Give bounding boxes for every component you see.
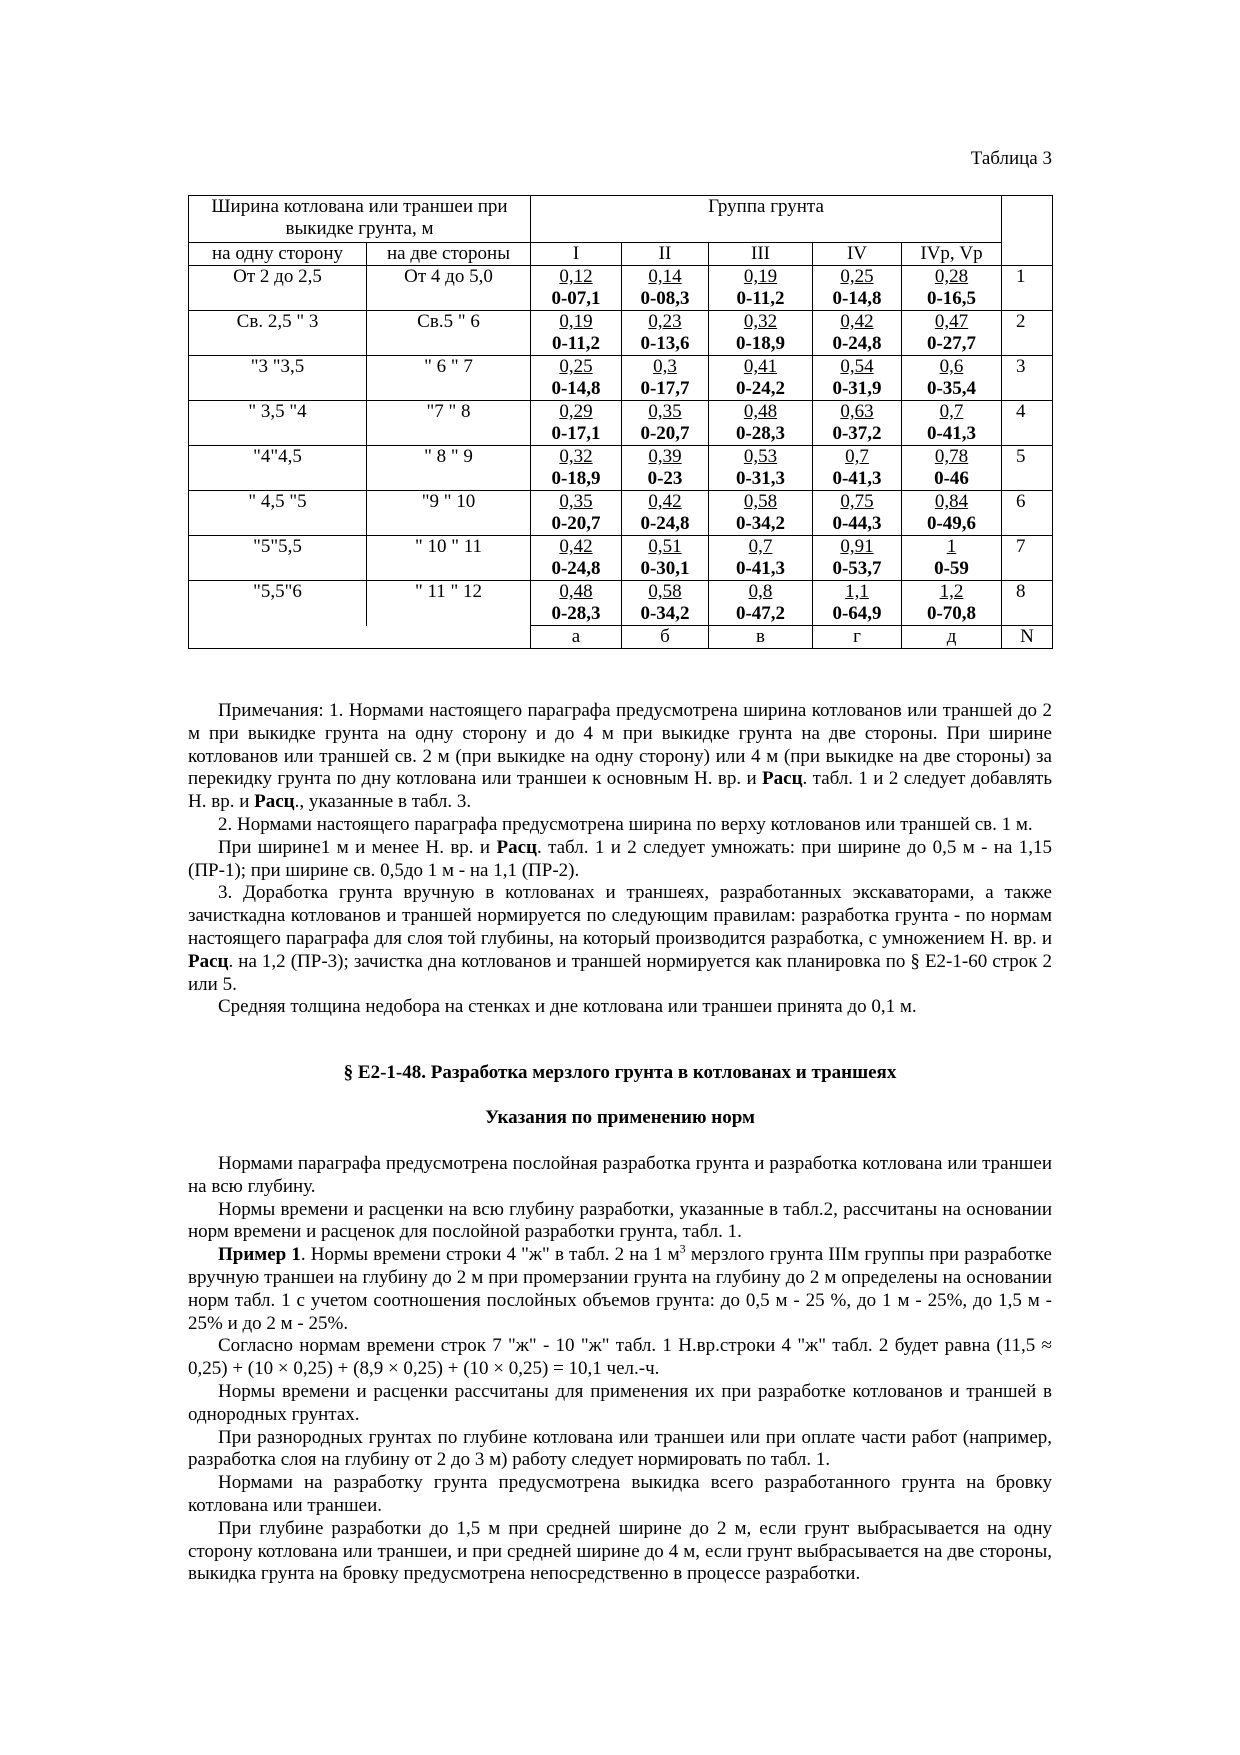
time-norm: 0,7 — [748, 536, 773, 557]
rate-value: 0-24,2 — [735, 378, 786, 399]
width-one-side: "5,5"6 — [189, 581, 367, 626]
rate-value: 0-20,7 — [551, 513, 601, 534]
time-norm: 0,23 — [648, 311, 682, 332]
header-group: Группа грунта — [531, 196, 1002, 243]
time-norm: 0,7 — [939, 401, 964, 422]
rate-value: 0-41,3 — [926, 423, 977, 444]
column-letter: в — [709, 626, 813, 649]
time-norm: 0,6 — [939, 356, 964, 377]
time-norm: 0,84 — [934, 491, 969, 512]
rate-value: 0-18,9 — [551, 468, 601, 489]
time-norm: 0,63 — [840, 401, 874, 422]
table-row — [189, 446, 1053, 491]
norm-cell — [622, 581, 709, 626]
body-paragraph: Нормами параграфа предусмотрена послойная разработка грунта и разработка котлована или траншеи на всю глубину. — [188, 1153, 1052, 1197]
rate-value: 0-44,3 — [832, 513, 882, 534]
column-letter: а — [531, 626, 622, 649]
time-norm: 1 — [946, 536, 957, 557]
norm-cell — [902, 536, 1002, 581]
norm-cell — [531, 536, 622, 581]
time-norm: 0,25 — [559, 356, 593, 377]
table-subheader-row — [189, 243, 1053, 266]
width-two-sides: " 11 " 12 — [367, 581, 531, 626]
norm-cell — [531, 446, 622, 491]
rate-value: 0-13,6 — [640, 333, 690, 354]
time-norm: 0,25 — [840, 266, 874, 287]
norm-cell — [622, 266, 709, 311]
rate-value: 0-53,7 — [832, 558, 882, 579]
row-number: 7 — [1002, 536, 1053, 581]
width-two-sides: От 4 до 5,0 — [367, 266, 531, 311]
rate-value: 0-11,2 — [736, 288, 785, 309]
time-norm: 0,78 — [934, 446, 969, 467]
group-header: I — [531, 243, 622, 266]
row-number: 3 — [1002, 356, 1053, 401]
column-letter: г — [813, 626, 902, 649]
body-paragraph: Согласно нормам времени строк 7 "ж" - 10 "ж" табл. 1 Н.вр.строки 4 "ж" табл. 2 будет равна (11,5 ≈ 0,25) + (10 × 0,25) + (8,9 × 0,25) + (10 × 0,25) = 10,1 чел.-ч. — [188, 1335, 1052, 1380]
column-letter: д — [902, 626, 1002, 649]
norm-cell — [813, 581, 902, 626]
time-norm: 0,35 — [648, 401, 682, 422]
width-two-sides: "7 " 8 — [367, 401, 531, 446]
note-2: 2. Нормами настоящего параграфа предусмотрена ширина по верху котлованов или траншей св. 1 м. — [218, 813, 1033, 835]
time-norm: 0,47 — [934, 311, 969, 332]
norm-cell — [813, 311, 902, 356]
norm-cell — [902, 266, 1002, 311]
norm-cell — [622, 356, 709, 401]
row-number: 2 — [1002, 311, 1053, 356]
note-1: Примечания: 1. Нормами настоящего параграфа предусмотрена ширина котлованов или траншей до 2 м при выкидке грунта на одну сторону и до 4 м при выкидке грунта на две стороны. При ширине котлованов или траншей св. 2 м (при выкидке на одну сторону) или 4 м (при выкидке на две стороны) за перекидку грунта по дну котлована или траншеи к основным Н. вр. и Расц. табл. 1 и 2 следует добавлять Н. вр. и Расц., указанные в табл. 3. — [188, 700, 1052, 813]
section-title: § Е2-1-48. Разработка мерзлого грунта в котлованах и траншеях — [343, 1062, 897, 1083]
norm-cell — [709, 356, 813, 401]
table-row — [189, 401, 1053, 446]
rate-value: 0-28,3 — [551, 603, 601, 624]
norm-cell — [531, 311, 622, 356]
time-norm: 0,48 — [559, 581, 593, 602]
rate-value: 0-27,7 — [926, 333, 977, 354]
rate-value: 0-17,1 — [551, 423, 601, 444]
rate-value: 0-07,1 — [551, 288, 601, 309]
col-one-side: на одну сторону — [189, 243, 367, 266]
width-one-side: "5"5,5 — [189, 536, 367, 581]
width-two-sides: " 6 " 7 — [367, 356, 531, 401]
rate-value: 0-31,9 — [832, 378, 882, 399]
example-paragraph: Пример 1. Нормы времени строки 4 "ж" в табл. 2 на 1 $м^3$ мерзлого грунта IIIм группы при разработке вручную траншеи на глубину до 2 м при промерзании грунта на глубину до 2 м определены на основании норм табл. 1 с учетом соотношения послойных объемов грунта: до 0,5 м - 25 %, до 1 м - 25%, до 1,5 м - 25% и до 2 м - 25%. — [188, 1241, 1052, 1334]
body-paragraph: Нормы времени и расценки рассчитаны для применения их при разработке котлованов и траншей в однородных грунтах. — [188, 1380, 1052, 1425]
table-row — [189, 311, 1053, 356]
time-norm: 0,8 — [748, 581, 773, 602]
width-one-side: От 2 до 2,5 — [189, 266, 367, 311]
norm-cell — [622, 311, 709, 356]
norm-cell — [902, 491, 1002, 536]
footer-n: N — [1002, 626, 1053, 649]
norms-table — [188, 195, 1053, 649]
time-norm: 0,3 — [653, 356, 677, 377]
norm-cell — [813, 536, 902, 581]
rate-value: 0-14,8 — [832, 288, 882, 309]
body-block — [188, 1153, 1052, 1586]
norm-cell — [813, 266, 902, 311]
body-paragraph: При разнородных грунтах по глубине котлована или траншеи или при оплате части работ (например, разработка слоя на глубину от 2 до 3 м) работу следует нормировать по табл. 1. — [188, 1426, 1052, 1471]
rate-value: 0-17,7 — [640, 378, 690, 399]
footer-blank — [189, 626, 531, 649]
col-two-sides: на две стороны — [367, 243, 531, 266]
time-norm: 0,32 — [743, 311, 778, 332]
rate-value: 0-11,2 — [551, 333, 601, 354]
norm-cell — [622, 491, 709, 536]
note-3: 3. Доработка грунта вручную в котлованах и траншеях, разработанных экскаваторами, а также зачисткадна котлованов и траншей нормируется по следующим правилам: разработка грунта - по нормам настоящего параграфа для слоя той глубины, на который производится разработка, с умножением Н. вр. и Расц. на 1,2 (ПР-3); зачистка дна котлованов и траншей нормируется как планировка по § Е2-1-60 строк 2 или 5. — [188, 882, 1052, 995]
rate-value: 0-30,1 — [640, 558, 690, 579]
table-caption: Таблица 3 — [970, 148, 1052, 169]
column-letter: б — [622, 626, 709, 649]
norm-cell — [902, 401, 1002, 446]
row-number: 8 — [1002, 581, 1053, 626]
norm-cell — [813, 491, 902, 536]
note-4: Средняя толщина недобора на стенках и дне котлована или траншеи принята до 0,1 м. — [218, 996, 917, 1018]
norm-cell — [813, 446, 902, 491]
norm-cell — [531, 401, 622, 446]
rate-value: 0-41,3 — [832, 468, 882, 489]
norm-cell — [622, 536, 709, 581]
rate-value: 0-08,3 — [640, 288, 690, 309]
header-n-empty — [1002, 196, 1053, 266]
time-norm: 0,42 — [648, 491, 682, 512]
group-header: IV — [813, 243, 902, 266]
rate-value: 0-46 — [934, 468, 969, 489]
rate-value: 0-70,8 — [926, 603, 977, 624]
row-number: 5 — [1002, 446, 1053, 491]
rate-value: 0-47,2 — [735, 603, 786, 624]
width-two-sides: "9 " 10 — [367, 491, 531, 536]
group-header: III — [709, 243, 813, 266]
rate-value: 0-34,2 — [735, 513, 786, 534]
norm-cell — [709, 311, 813, 356]
body-paragraph: Нормы времени и расценки на всю глубину разработки, указанные в табл.2, рассчитаны на основании норм времени и расценок для послойной разработки грунта, табл. 1. — [188, 1198, 1052, 1243]
norm-cell — [531, 356, 622, 401]
time-norm: 0,32 — [559, 446, 593, 467]
time-norm: 1,1 — [845, 581, 869, 602]
table-row — [189, 491, 1053, 536]
rate-value: 0-49,6 — [926, 513, 977, 534]
width-one-side: "3 "3,5 — [189, 356, 367, 401]
time-norm: 0,75 — [840, 491, 874, 512]
time-norm: 0,39 — [648, 446, 682, 467]
table-row — [189, 266, 1053, 311]
rate-value: 0-35,4 — [926, 378, 977, 399]
group-header: IVр, Vр — [902, 243, 1002, 266]
width-two-sides: Св.5 " 6 — [367, 311, 531, 356]
table-row — [189, 581, 1053, 626]
norm-cell — [709, 491, 813, 536]
group-header: II — [622, 243, 709, 266]
norm-cell — [709, 446, 813, 491]
norm-cell — [531, 581, 622, 626]
norm-cell — [709, 401, 813, 446]
time-norm: 0,91 — [840, 536, 874, 557]
row-number: 4 — [1002, 401, 1053, 446]
rate-value: 0-18,9 — [735, 333, 786, 354]
rate-value: 0-28,3 — [735, 423, 786, 444]
norm-cell — [531, 491, 622, 536]
table-row — [189, 536, 1053, 581]
time-norm: 0,35 — [559, 491, 593, 512]
rate-value: 0-24,8 — [832, 333, 882, 354]
norm-cell — [902, 581, 1002, 626]
width-two-sides: " 8 " 9 — [367, 446, 531, 491]
time-norm: 0,58 — [743, 491, 778, 512]
width-one-side: " 3,5 "4 — [189, 401, 367, 446]
time-norm: 0,51 — [648, 536, 682, 557]
time-norm: 0,29 — [559, 401, 593, 422]
norm-cell — [902, 311, 1002, 356]
time-norm: 0,53 — [743, 446, 778, 467]
time-norm: 0,28 — [934, 266, 969, 287]
time-norm: 1,2 — [939, 581, 964, 602]
table-footer-row — [189, 626, 1053, 649]
time-norm: 0,7 — [845, 446, 869, 467]
time-norm: 0,19 — [559, 311, 593, 332]
time-norm: 0,54 — [840, 356, 874, 377]
rate-value: 0-37,2 — [832, 423, 882, 444]
time-norm: 0,14 — [648, 266, 682, 287]
rate-value: 0-23 — [647, 468, 683, 489]
time-norm: 0,19 — [743, 266, 778, 287]
rate-value: 0-64,9 — [832, 603, 882, 624]
rate-value: 0-59 — [934, 558, 969, 579]
width-one-side: Св. 2,5 " 3 — [189, 311, 367, 356]
notes-block — [188, 700, 1052, 1019]
table-header-row — [189, 196, 1053, 243]
width-two-sides: " 10 " 11 — [367, 536, 531, 581]
section-subtitle: Указания по применению норм — [485, 1107, 755, 1128]
table-row — [189, 356, 1053, 401]
time-norm: 0,12 — [559, 266, 593, 287]
body-paragraph: Нормами на разработку грунта предусмотрена выкидка всего разработанного грунта на бровку котлована или траншеи. — [188, 1472, 1052, 1516]
norm-cell — [622, 446, 709, 491]
row-number: 1 — [1002, 266, 1053, 311]
time-norm: 0,58 — [648, 581, 682, 602]
norm-cell — [902, 356, 1002, 401]
norm-cell — [813, 356, 902, 401]
row-number: 6 — [1002, 491, 1053, 536]
rate-value: 0-20,7 — [640, 423, 690, 444]
time-norm: 0,42 — [840, 311, 874, 332]
width-one-side: "4"4,5 — [189, 446, 367, 491]
header-width: Ширина котлована или траншеи при выкидке грунта, м — [189, 196, 531, 243]
time-norm: 0,42 — [559, 536, 593, 557]
rate-value: 0-31,3 — [735, 468, 786, 489]
norm-cell — [709, 581, 813, 626]
rate-value: 0-14,8 — [551, 378, 601, 399]
rate-value: 0-16,5 — [926, 288, 977, 309]
rate-value: 0-34,2 — [640, 603, 690, 624]
norm-cell — [531, 266, 622, 311]
norm-cell — [709, 266, 813, 311]
rate-value: 0-24,8 — [640, 513, 690, 534]
norm-cell — [813, 401, 902, 446]
width-one-side: " 4,5 "5 — [189, 491, 367, 536]
norm-cell — [902, 446, 1002, 491]
rate-value: 0-24,8 — [551, 558, 601, 579]
rate-value: 0-41,3 — [735, 558, 786, 579]
note-2b: При ширине1 м и менее Н. вр. и Расц. табл. 1 и 2 следует умножать: при ширине до 0,5 м - на 1,15 (ПР-1); при ширине св. 0,5до 1 м - на 1,1 (ПР-2). — [188, 836, 1053, 881]
time-norm: 0,41 — [743, 356, 778, 377]
norm-cell — [709, 536, 813, 581]
time-norm: 0,48 — [743, 401, 778, 422]
norm-cell — [622, 401, 709, 446]
body-paragraph: При глубине разработки до 1,5 м при средней ширине до 2 м, если грунт выбрасывается на одну сторону котлована или траншеи, и при средней ширине до 4 м, если грунт выбрасывается на две стороны, выкидка грунта на бровку предусмотрена непосредственно в процессе разработки. — [188, 1517, 1052, 1585]
